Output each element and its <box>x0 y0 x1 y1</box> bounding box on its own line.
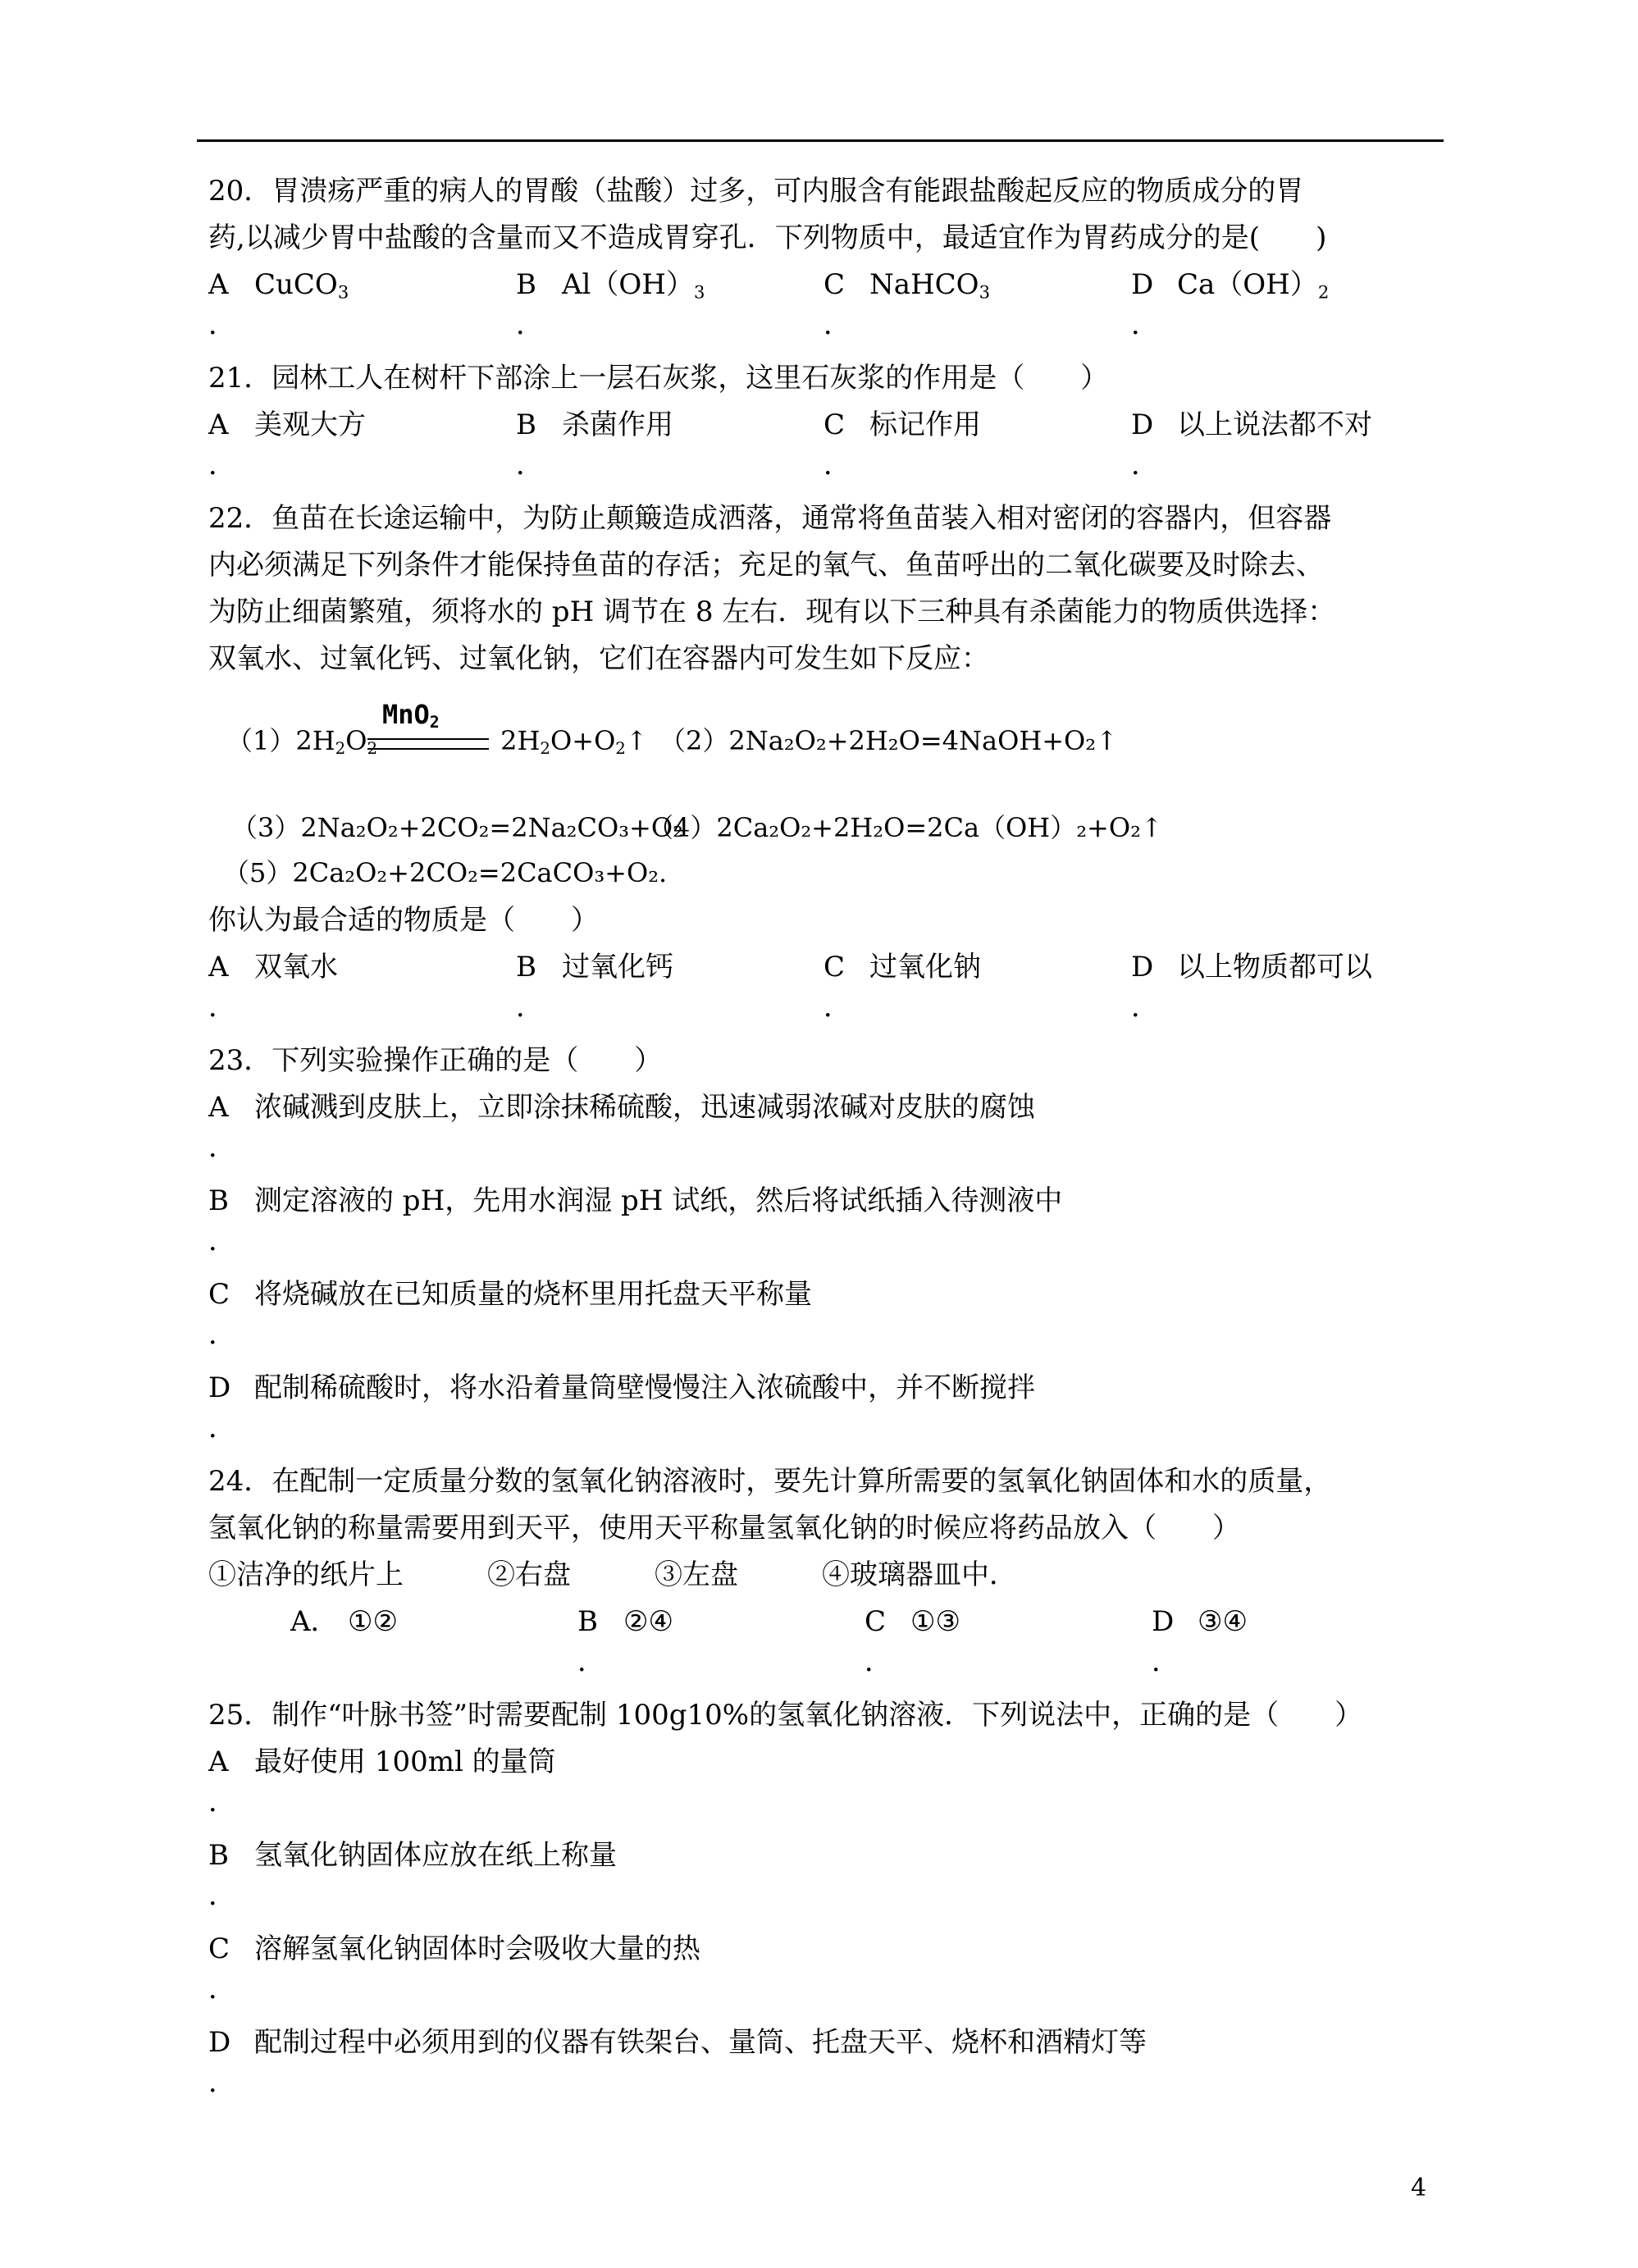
option-dots <box>208 449 1447 495</box>
option-letter: B <box>208 1839 229 1872</box>
option-text: 过氧化钙 <box>562 951 673 983</box>
option-letter: D <box>208 2026 231 2059</box>
question-24 <box>208 1458 1447 1692</box>
option-text: CuCO <box>254 268 338 301</box>
option-c[interactable] <box>824 402 1131 449</box>
option-dots <box>208 1645 1447 1692</box>
option-a[interactable] <box>290 1599 577 1645</box>
subscript: 3 <box>693 281 705 303</box>
question-text: 双氧水、过氧化钙、过氧化钠，它们在容器内可发生如下反应： <box>208 642 989 675</box>
option-dots <box>208 2066 1447 2113</box>
equation-4: （4）2Ca₂O₂+2H₂O=2Ca（OH）₂+O₂↑ <box>647 812 1163 843</box>
option-d[interactable] <box>1131 944 1439 991</box>
option-text: 杀菌作用 <box>562 408 673 441</box>
option-letter: B <box>516 951 536 983</box>
option-text: 过氧化钠 <box>869 951 981 983</box>
dot: ． <box>208 1225 236 1257</box>
equation-3: （3）2Na₂O₂+2CO₂=2Na₂CO₃+O₂ <box>231 812 683 843</box>
option-a[interactable] <box>208 944 516 991</box>
question-text: 21．园林工人在树杆下部涂上一层石灰浆，这里石灰浆的作用是（ ） <box>208 362 1109 395</box>
question-text: 22．鱼苗在长途运输中，为防止颠簸造成洒落，通常将鱼苗装入相对密闭的容器内，但容器 <box>208 502 1332 535</box>
option-d[interactable] <box>1131 262 1439 308</box>
option-b[interactable] <box>577 1599 865 1645</box>
option-letter: D <box>1131 408 1154 441</box>
question-text: 为防止细菌繁殖，须将水的 pH 调节在 8 左右．现有以下三种具有杀菌能力的物质供选择： <box>208 596 1336 628</box>
option-text: 美观大方 <box>254 408 366 441</box>
question-text: 23．下列实验操作正确的是（ ） <box>208 1044 663 1077</box>
dot: ． <box>577 1645 605 1678</box>
dot: ． <box>208 1412 236 1444</box>
option-dots <box>208 1412 1447 1458</box>
subscript: 3 <box>337 281 349 303</box>
option-b[interactable] <box>516 944 824 991</box>
option-letter: B <box>516 408 536 441</box>
dot: ． <box>824 308 851 341</box>
dot: ． <box>516 991 544 1024</box>
option-row <box>208 262 1447 308</box>
question-text: 氢氧化钠的称量需要用到天平，使用天平称量氢氧化钠的时候应将药品放入（ ） <box>208 1512 1240 1545</box>
option-letter: A <box>208 408 229 441</box>
item-list: ①洁净的纸片上 ②右盘 ③左盘 ④玻璃器皿中． <box>208 1558 1017 1591</box>
question-22 <box>208 495 1447 1038</box>
question-text: 药,以减少胃中盐酸的含量而又不造成胃穿孔．下列物质中，最适宜作为胃药成分的是( ) <box>208 221 1327 254</box>
option-text: 氢氧化钠固体应放在纸上称量 <box>254 1839 617 1872</box>
option-letter: A <box>208 951 229 983</box>
dot: ． <box>208 1131 236 1164</box>
option-text: 测定溶液的 pH，先用水润湿 pH 试纸，然后将试纸插入待测液中 <box>254 1184 1063 1217</box>
option-letter: C <box>208 1278 230 1311</box>
option-b[interactable] <box>516 262 824 308</box>
option-letter: C <box>824 268 846 301</box>
option-letter: A <box>208 1091 229 1124</box>
option-b[interactable] <box>208 1832 1447 1879</box>
dot: ． <box>824 449 851 481</box>
question-21 <box>208 355 1447 495</box>
option-letter: C <box>824 951 846 983</box>
option-letter: A． <box>290 1605 339 1638</box>
header-rule <box>197 139 1444 142</box>
dot: ． <box>208 1318 236 1351</box>
dot: ． <box>208 308 236 341</box>
option-dots <box>208 1786 1447 1832</box>
question-23 <box>208 1038 1447 1458</box>
option-text: 以上物质都可以 <box>1177 951 1372 983</box>
option-text: 浓碱溅到皮肤上，立即涂抹稀硫酸，迅速减弱浓碱对皮肤的腐蚀 <box>254 1091 1035 1124</box>
option-text: 最好使用 100ml 的量筒 <box>254 1745 556 1778</box>
option-text: Al（OH） <box>562 268 694 301</box>
option-letter: B <box>208 1184 229 1217</box>
dot: ． <box>208 1786 236 1819</box>
equation-1: $(1)2H_2O_2$ $2H_2O+O_2↑$ <box>226 725 648 758</box>
reaction-double-line <box>367 738 489 750</box>
option-c[interactable] <box>824 262 1131 308</box>
option-dots <box>208 1131 1447 1178</box>
option-dots <box>208 1973 1447 2019</box>
option-dots <box>208 1318 1447 1365</box>
dot: ． <box>516 308 544 341</box>
option-text: ②④ <box>623 1605 673 1638</box>
question-25 <box>208 1692 1447 2113</box>
option-letter: A <box>208 1745 229 1778</box>
option-letter: B <box>516 268 536 301</box>
dot: ． <box>824 991 851 1024</box>
option-row <box>208 944 1447 991</box>
option-text: Ca（OH） <box>1177 268 1318 301</box>
option-a[interactable] <box>208 402 516 449</box>
option-letter: D <box>208 1371 231 1404</box>
option-c[interactable] <box>824 944 1131 991</box>
catalyst-label: MnO$_2$ <box>382 699 440 732</box>
question-prompt: 你认为最合适的物质是（ ） <box>208 904 599 937</box>
option-text: NaHCO <box>869 268 979 301</box>
dot: ． <box>1131 991 1159 1024</box>
question-text: 20．胃溃疡严重的病人的胃酸（盐酸）过多，可内服含有能跟盐酸起反应的物质成分的胃 <box>208 175 1304 208</box>
equation-row-1 <box>208 682 1447 774</box>
option-text: 将烧碱放在已知质量的烧杯里用托盘天平称量 <box>254 1278 812 1311</box>
option-text: ③④ <box>1198 1605 1248 1638</box>
option-text: ①③ <box>910 1605 960 1638</box>
option-c[interactable] <box>865 1599 1152 1645</box>
option-text: 以上说法都不对 <box>1177 408 1372 441</box>
option-dots <box>208 991 1447 1038</box>
option-row <box>208 1599 1447 1645</box>
option-text: 标记作用 <box>869 408 981 441</box>
option-c[interactable] <box>208 1271 1447 1318</box>
subscript: 2 <box>1317 281 1330 303</box>
option-row <box>208 402 1447 449</box>
question-sheet <box>208 168 1447 2113</box>
option-d[interactable] <box>1131 402 1439 449</box>
option-text: 配制稀硫酸时，将水沿着量筒壁慢慢注入浓硫酸中，并不断搅拌 <box>254 1371 1035 1404</box>
option-dots <box>208 1225 1447 1271</box>
dot: ． <box>208 449 236 481</box>
equation-5: （5）2Ca₂O₂+2CO₂=2CaCO₃+O₂. <box>223 857 668 888</box>
dot: ． <box>1131 449 1159 481</box>
dot: ． <box>865 1645 892 1678</box>
option-d[interactable] <box>1152 1599 1439 1645</box>
option-letter: D <box>1152 1605 1175 1638</box>
dot: ． <box>208 2066 236 2099</box>
option-a[interactable] <box>208 262 516 308</box>
equation-row-2 <box>208 774 1447 856</box>
option-b[interactable] <box>516 402 824 449</box>
option-letter: D <box>1131 951 1154 983</box>
option-a[interactable] <box>208 1084 1447 1131</box>
subscript: 3 <box>979 281 990 303</box>
dot: ． <box>516 449 544 481</box>
option-letter: C <box>824 408 846 441</box>
option-d[interactable] <box>208 2019 1447 2066</box>
question-text: 内必须满足下列条件才能保持鱼苗的存活；充足的氧气、鱼苗呼出的二氧化碳要及时除去、 <box>208 549 1324 582</box>
option-d[interactable] <box>208 1365 1447 1412</box>
option-letter: C <box>208 1933 230 1965</box>
option-letter: D <box>1131 268 1154 301</box>
option-letter: A <box>208 268 229 301</box>
equation-2: （2）2Na₂O₂+2H₂O=4NaOH+O₂↑ <box>659 725 1118 756</box>
dot: ． <box>1131 308 1159 341</box>
dot: ． <box>208 991 236 1024</box>
dot: ． <box>208 1973 236 2006</box>
question-text: 24．在配制一定质量分数的氢氧化钠溶液时，要先计算所需要的氢氧化钠固体和水的质量， <box>208 1465 1332 1498</box>
option-dots <box>208 308 1447 355</box>
dot: ． <box>208 1879 236 1912</box>
question-text: 25．制作“叶脉书签”时需要配制 100g10%的氢氧化钠溶液．下列说法中，正确的是（ ） <box>208 1699 1363 1732</box>
page-number: 4 <box>1411 2174 1427 2202</box>
option-text: ①② <box>348 1605 398 1638</box>
option-letter: C <box>865 1605 887 1638</box>
option-dots <box>208 1879 1447 1926</box>
option-a[interactable] <box>208 1739 1447 1786</box>
option-letter: B <box>577 1605 598 1638</box>
option-text: 配制过程中必须用到的仪器有铁架台、量筒、托盘天平、烧杯和酒精灯等 <box>254 2026 1147 2059</box>
option-c[interactable] <box>208 1926 1447 1973</box>
option-text: 双氧水 <box>254 951 338 983</box>
option-b[interactable] <box>208 1178 1447 1225</box>
question-20 <box>208 168 1447 355</box>
option-text: 溶解氢氧化钠固体时会吸收大量的热 <box>254 1933 700 1965</box>
dot: ． <box>1152 1645 1179 1678</box>
